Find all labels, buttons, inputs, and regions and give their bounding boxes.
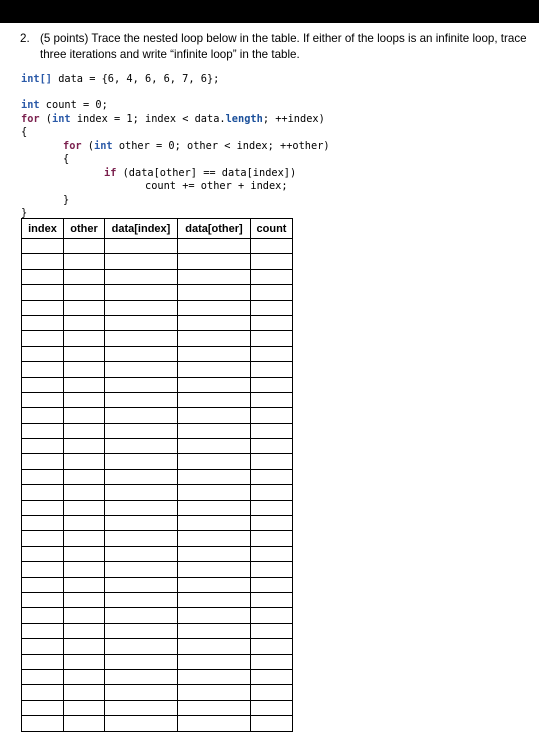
trace-table-row xyxy=(22,408,293,423)
trace-table-row xyxy=(22,377,293,392)
cell-index[interactable] xyxy=(22,239,64,254)
header-other: other xyxy=(64,219,105,239)
cell-other[interactable] xyxy=(64,531,105,546)
trace-table-row xyxy=(22,716,293,731)
code-line-if: if (data[other] == data[index]) xyxy=(104,167,297,179)
cell-index[interactable] xyxy=(22,469,64,484)
cell-data-index[interactable] xyxy=(105,669,178,684)
cell-index[interactable] xyxy=(22,654,64,669)
cell-data-index[interactable] xyxy=(105,362,178,377)
cell-other[interactable] xyxy=(64,439,105,454)
cell-count[interactable] xyxy=(251,654,293,669)
cell-other[interactable] xyxy=(64,608,105,623)
cell-data-other[interactable] xyxy=(178,577,251,592)
trace-table-row xyxy=(22,269,293,284)
trace-table-row xyxy=(22,639,293,654)
cell-other[interactable] xyxy=(64,408,105,423)
trace-table-row xyxy=(22,362,293,377)
trace-table-row xyxy=(22,300,293,315)
cell-data-other[interactable] xyxy=(178,700,251,715)
cell-data-index[interactable] xyxy=(105,377,178,392)
trace-table-row xyxy=(22,392,293,407)
cell-index[interactable] xyxy=(22,577,64,592)
cell-count[interactable] xyxy=(251,716,293,731)
cell-data-index[interactable] xyxy=(105,300,178,315)
trace-table-row xyxy=(22,654,293,669)
cell-other[interactable] xyxy=(64,362,105,377)
cell-data-other[interactable] xyxy=(178,377,251,392)
trace-table-row xyxy=(22,577,293,592)
cell-index[interactable] xyxy=(22,623,64,638)
cell-index[interactable] xyxy=(22,315,64,330)
cell-data-index[interactable] xyxy=(105,531,178,546)
cell-count[interactable] xyxy=(251,439,293,454)
cell-count[interactable] xyxy=(251,362,293,377)
cell-other[interactable] xyxy=(64,346,105,361)
cell-data-index[interactable] xyxy=(105,700,178,715)
cell-other[interactable] xyxy=(64,639,105,654)
cell-data-other[interactable] xyxy=(178,654,251,669)
trace-table-row xyxy=(22,454,293,469)
cell-data-other[interactable] xyxy=(178,531,251,546)
cell-count[interactable] xyxy=(251,516,293,531)
cell-data-index[interactable] xyxy=(105,639,178,654)
cell-count[interactable] xyxy=(251,485,293,500)
trace-table-body xyxy=(22,239,293,732)
cell-index[interactable] xyxy=(22,377,64,392)
cell-other[interactable] xyxy=(64,454,105,469)
code-line-outer-for: for (int index = 1; index < data.length; ++index) xyxy=(21,113,325,125)
cell-data-other[interactable] xyxy=(178,592,251,607)
cell-other[interactable] xyxy=(64,516,105,531)
cell-data-index[interactable] xyxy=(105,562,178,577)
cell-data-other[interactable] xyxy=(178,439,251,454)
cell-count[interactable] xyxy=(251,685,293,700)
cell-data-other[interactable] xyxy=(178,716,251,731)
trace-table-row xyxy=(22,531,293,546)
cell-index[interactable] xyxy=(22,516,64,531)
cell-other[interactable] xyxy=(64,485,105,500)
cell-other[interactable] xyxy=(64,239,105,254)
cell-count[interactable] xyxy=(251,531,293,546)
cell-data-other[interactable] xyxy=(178,685,251,700)
cell-data-index[interactable] xyxy=(105,315,178,330)
cell-count[interactable] xyxy=(251,239,293,254)
cell-index[interactable] xyxy=(22,362,64,377)
cell-data-other[interactable] xyxy=(178,562,251,577)
cell-count[interactable] xyxy=(251,669,293,684)
trace-table-row xyxy=(22,500,293,515)
trace-table-row xyxy=(22,700,293,715)
cell-index[interactable] xyxy=(22,562,64,577)
trace-table-row xyxy=(22,669,293,684)
cell-data-index[interactable] xyxy=(105,439,178,454)
cell-data-other[interactable] xyxy=(178,469,251,484)
cell-index[interactable] xyxy=(22,300,64,315)
cell-data-other[interactable] xyxy=(178,454,251,469)
cell-data-index[interactable] xyxy=(105,454,178,469)
trace-table-row xyxy=(22,346,293,361)
trace-table-row xyxy=(22,239,293,254)
code-line-inner-for: for (int other = 0; other < index; ++other) xyxy=(63,140,330,152)
cell-other[interactable] xyxy=(64,269,105,284)
cell-other[interactable] xyxy=(64,592,105,607)
header-index: index xyxy=(22,219,64,239)
trace-table-row xyxy=(22,623,293,638)
cell-index[interactable] xyxy=(22,669,64,684)
cell-index[interactable] xyxy=(22,592,64,607)
cell-other[interactable] xyxy=(64,500,105,515)
cell-count[interactable] xyxy=(251,592,293,607)
cell-data-index[interactable] xyxy=(105,654,178,669)
cell-data-other[interactable] xyxy=(178,285,251,300)
cell-count[interactable] xyxy=(251,315,293,330)
cell-data-index[interactable] xyxy=(105,331,178,346)
cell-count[interactable] xyxy=(251,577,293,592)
header-count: count xyxy=(251,219,293,239)
cell-data-other[interactable] xyxy=(178,623,251,638)
cell-data-index[interactable] xyxy=(105,269,178,284)
cell-data-other[interactable] xyxy=(178,516,251,531)
trace-table-row xyxy=(22,315,293,330)
cell-data-index[interactable] xyxy=(105,546,178,561)
cell-count[interactable] xyxy=(251,423,293,438)
cell-other[interactable] xyxy=(64,623,105,638)
cell-data-index[interactable] xyxy=(105,469,178,484)
cell-index[interactable] xyxy=(22,423,64,438)
cell-other[interactable] xyxy=(64,392,105,407)
cell-count[interactable] xyxy=(251,346,293,361)
cell-data-index[interactable] xyxy=(105,592,178,607)
cell-other[interactable] xyxy=(64,669,105,684)
cell-index[interactable] xyxy=(22,716,64,731)
code-line-data-declaration: int[] data = {6, 4, 6, 6, 7, 6}; xyxy=(21,73,220,85)
cell-data-index[interactable] xyxy=(105,254,178,269)
trace-table-row xyxy=(22,469,293,484)
code-line-close-brace-outer: } xyxy=(21,207,28,219)
trace-table-header-row xyxy=(22,219,293,239)
question-text: (5 points) Trace the nested loop below in the table. If either of the loops is an infinite loop, trace three iterations and write “infinite loop” in the table. xyxy=(40,32,527,61)
cell-data-other[interactable] xyxy=(178,608,251,623)
cell-data-other[interactable] xyxy=(178,254,251,269)
cell-index[interactable] xyxy=(22,454,64,469)
header-data-index: data[index] xyxy=(105,219,178,239)
cell-other[interactable] xyxy=(64,562,105,577)
cell-other[interactable] xyxy=(64,331,105,346)
cell-data-other[interactable] xyxy=(178,485,251,500)
cell-data-other[interactable] xyxy=(178,331,251,346)
cell-data-index[interactable] xyxy=(105,392,178,407)
cell-data-index[interactable] xyxy=(105,623,178,638)
cell-index[interactable] xyxy=(22,500,64,515)
cell-count[interactable] xyxy=(251,392,293,407)
cell-index[interactable] xyxy=(22,439,64,454)
code-line-count-declaration: int count = 0; xyxy=(21,99,108,111)
cell-other[interactable] xyxy=(64,377,105,392)
cell-index[interactable] xyxy=(22,254,64,269)
cell-data-index[interactable] xyxy=(105,239,178,254)
cell-index[interactable] xyxy=(22,685,64,700)
code-line-open-brace-inner: { xyxy=(63,153,70,165)
trace-table-row xyxy=(22,331,293,346)
cell-count[interactable] xyxy=(251,331,293,346)
cell-count[interactable] xyxy=(251,254,293,269)
trace-table-row xyxy=(22,592,293,607)
cell-data-index[interactable] xyxy=(105,516,178,531)
cell-data-index[interactable] xyxy=(105,685,178,700)
header-data-other: data[other] xyxy=(178,219,251,239)
cell-data-other[interactable] xyxy=(178,546,251,561)
cell-data-other[interactable] xyxy=(178,300,251,315)
cell-data-other[interactable] xyxy=(178,392,251,407)
cell-data-other[interactable] xyxy=(178,500,251,515)
cell-data-other[interactable] xyxy=(178,408,251,423)
cell-data-index[interactable] xyxy=(105,608,178,623)
trace-table-row xyxy=(22,562,293,577)
question-number: 2. xyxy=(20,32,30,45)
code-line-open-brace-outer: { xyxy=(21,126,28,138)
cell-index[interactable] xyxy=(22,608,64,623)
cell-data-other[interactable] xyxy=(178,269,251,284)
cell-data-index[interactable] xyxy=(105,716,178,731)
cell-data-index[interactable] xyxy=(105,285,178,300)
cell-other[interactable] xyxy=(64,685,105,700)
trace-table-row xyxy=(22,485,293,500)
cell-data-index[interactable] xyxy=(105,500,178,515)
cell-other[interactable] xyxy=(64,700,105,715)
trace-table-row xyxy=(22,285,293,300)
cell-other[interactable] xyxy=(64,285,105,300)
cell-index[interactable] xyxy=(22,269,64,284)
cell-count[interactable] xyxy=(251,300,293,315)
cell-index[interactable] xyxy=(22,392,64,407)
cell-count[interactable] xyxy=(251,285,293,300)
cell-data-other[interactable] xyxy=(178,669,251,684)
cell-count[interactable] xyxy=(251,700,293,715)
cell-other[interactable] xyxy=(64,546,105,561)
trace-table-row xyxy=(22,608,293,623)
code-line-close-brace-inner: } xyxy=(63,194,70,206)
cell-data-other[interactable] xyxy=(178,346,251,361)
cell-count[interactable] xyxy=(251,377,293,392)
cell-data-index[interactable] xyxy=(105,485,178,500)
cell-other[interactable] xyxy=(64,654,105,669)
cell-other[interactable] xyxy=(64,423,105,438)
cell-data-index[interactable] xyxy=(105,423,178,438)
cell-other[interactable] xyxy=(64,315,105,330)
cell-count[interactable] xyxy=(251,269,293,284)
cell-other[interactable] xyxy=(64,254,105,269)
trace-table-row xyxy=(22,423,293,438)
cell-index[interactable] xyxy=(22,346,64,361)
cell-count[interactable] xyxy=(251,639,293,654)
cell-count[interactable] xyxy=(251,608,293,623)
cell-count[interactable] xyxy=(251,562,293,577)
cell-index[interactable] xyxy=(22,331,64,346)
trace-table-row xyxy=(22,546,293,561)
cell-data-other[interactable] xyxy=(178,362,251,377)
trace-table-row xyxy=(22,254,293,269)
cell-data-index[interactable] xyxy=(105,577,178,592)
code-line-count-update: count += other + index; xyxy=(145,180,288,192)
cell-count[interactable] xyxy=(251,454,293,469)
cell-other[interactable] xyxy=(64,300,105,315)
cell-index[interactable] xyxy=(22,700,64,715)
cell-index[interactable] xyxy=(22,485,64,500)
cell-data-other[interactable] xyxy=(178,315,251,330)
cell-count[interactable] xyxy=(251,469,293,484)
cell-index[interactable] xyxy=(22,285,64,300)
trace-table-row xyxy=(22,516,293,531)
cell-data-other[interactable] xyxy=(178,239,251,254)
cell-other[interactable] xyxy=(64,469,105,484)
top-black-bar xyxy=(0,0,539,23)
cell-index[interactable] xyxy=(22,531,64,546)
cell-data-index[interactable] xyxy=(105,408,178,423)
cell-index[interactable] xyxy=(22,408,64,423)
cell-data-other[interactable] xyxy=(178,639,251,654)
cell-data-index[interactable] xyxy=(105,346,178,361)
cell-count[interactable] xyxy=(251,546,293,561)
cell-index[interactable] xyxy=(22,639,64,654)
trace-table xyxy=(21,218,293,732)
cell-other[interactable] xyxy=(64,577,105,592)
trace-table-row xyxy=(22,439,293,454)
cell-other[interactable] xyxy=(64,716,105,731)
cell-count[interactable] xyxy=(251,408,293,423)
cell-data-other[interactable] xyxy=(178,423,251,438)
trace-table-row xyxy=(22,685,293,700)
cell-count[interactable] xyxy=(251,623,293,638)
cell-index[interactable] xyxy=(22,546,64,561)
cell-count[interactable] xyxy=(251,500,293,515)
question-block xyxy=(20,31,532,63)
